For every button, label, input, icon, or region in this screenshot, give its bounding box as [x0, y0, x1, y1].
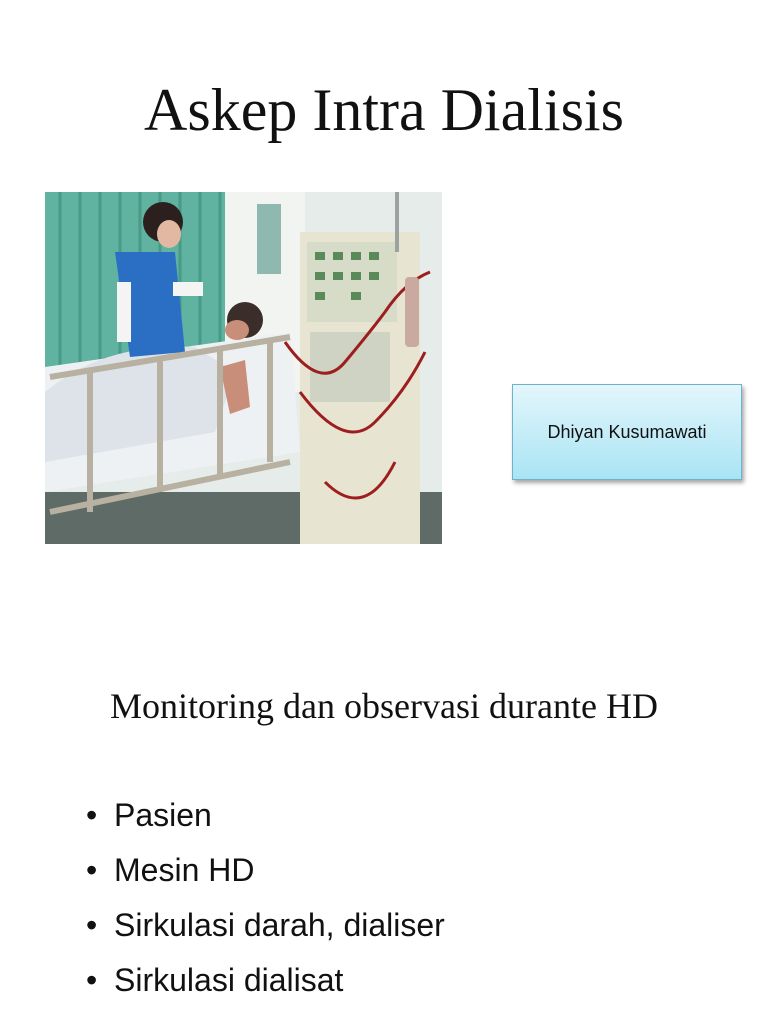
dialysis-photo-illustration	[45, 192, 442, 544]
list-item	[86, 902, 445, 957]
list-item	[86, 957, 445, 1012]
author-name: Dhiyan Kusumawati	[512, 384, 742, 480]
list-item-text: Sirkulasi darah, dialiser	[114, 907, 445, 943]
list-item	[86, 792, 445, 847]
bullet-dot: •	[86, 852, 98, 888]
slide-heading: Monitoring dan observasi durante HD	[110, 686, 658, 726]
bullet-list	[86, 792, 445, 1012]
list-item-text: Sirkulasi dialisat	[114, 962, 344, 998]
list-item-text: Mesin HD	[114, 852, 255, 888]
bullet-dot: •	[86, 962, 98, 998]
list-item-text: Pasien	[114, 797, 212, 833]
list-item	[86, 847, 445, 902]
slide-2	[0, 580, 768, 1024]
bullet-dot: •	[86, 907, 98, 943]
bullet-dot: •	[86, 797, 98, 833]
dialysis-photo	[45, 192, 442, 544]
slide-title: Askep Intra Dialisis	[144, 77, 624, 143]
